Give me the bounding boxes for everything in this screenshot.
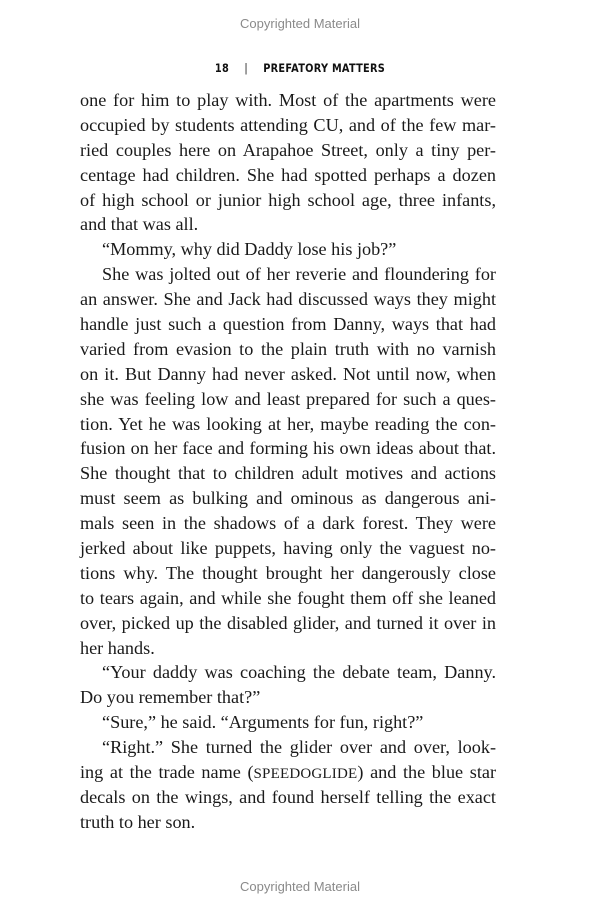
text-line: “Mommy, why did Daddy lose his job?” (102, 239, 397, 260)
text-fragment: ing at the trade name ( (80, 762, 254, 783)
header-separator: | (244, 61, 248, 75)
text-line: she was feeling low and least prepared for such a ques- (80, 388, 496, 409)
text-line: “Your daddy was coaching the debate team, Danny. (102, 662, 496, 683)
text-line: She thought that to children adult motives and actions (80, 463, 496, 484)
text-line: jerked about like puppets, having only the vaguest no- (80, 538, 496, 559)
text-line: on it. But Danny had never asked. Not until now, when (80, 363, 496, 384)
running-header (45, 61, 555, 75)
text-line (80, 760, 496, 785)
text-line: mals seen in the shadows of a dark forest. They were (80, 513, 496, 534)
copyright-watermark-bottom: Copyrighted Material (240, 879, 360, 894)
text-line: to tears again, and while she fought them off she leaned (80, 587, 496, 608)
text-line: “Right.” She turned the glider over and over, look- (102, 737, 496, 758)
text-line: tion. Yet he was looking at her, maybe reading the con- (80, 413, 496, 434)
text-line: truth to her son. (80, 811, 196, 832)
text-line: an answer. She and Jack had discussed ways they might (80, 289, 496, 310)
text-fragment: ) and the blue star (357, 762, 496, 783)
text-line: over, picked up the disabled glider, and turned it over in (80, 612, 496, 633)
text-line: must seem as bulking and ominous as dangerous ani- (80, 488, 496, 509)
text-line: tions why. The thought brought her dangerously close (80, 562, 496, 583)
text-line: varied from evasion to the plain truth with no varnish (80, 338, 496, 359)
text-line: occupied by students attending CU, and of the few mar- (80, 114, 496, 135)
text-line: of high school or junior high school age, three infants, (80, 189, 496, 210)
copyright-watermark-top: Copyrighted Material (240, 16, 360, 31)
page-number: 18 (214, 61, 230, 75)
text-line: and that was all. (80, 214, 199, 235)
text-line: decals on the wings, and found herself telling the exact (80, 786, 496, 807)
section-title: PREFATORY MATTERS (263, 61, 386, 75)
text-line: fusion on her face and forming his own ideas about that. (80, 438, 496, 459)
text-line: centage had children. She had spotted perhaps a dozen (80, 164, 496, 185)
text-line: She was jolted out of her reverie and floundering for (102, 264, 496, 285)
text-line: her hands. (80, 637, 155, 658)
body-text (80, 88, 496, 835)
text-line: handle just such a question from Danny, ways that had (80, 314, 496, 335)
trade-name: SPEEDOGLIDE (253, 766, 358, 783)
text-line: one for him to play with. Most of the apartments were (80, 90, 496, 110)
text-line: ried couples here on Arapahoe Street, only a tiny per- (80, 139, 496, 160)
text-line: “Sure,” he said. “Arguments for fun, right?” (102, 712, 424, 733)
text-line: Do you remember that?” (80, 687, 261, 708)
